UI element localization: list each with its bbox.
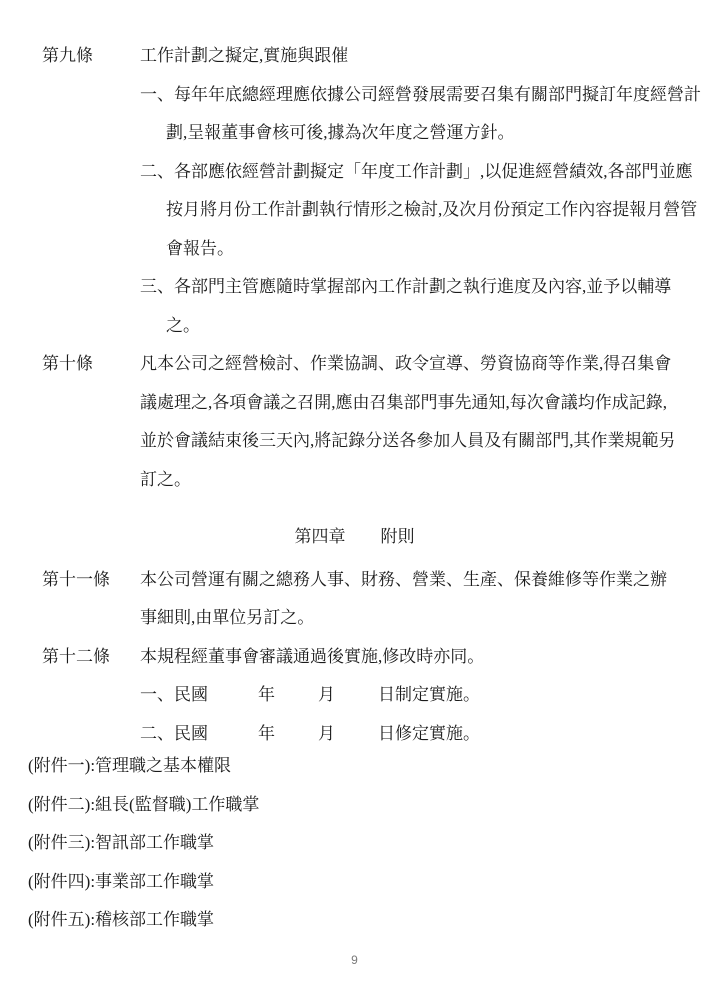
attachment-line-5: (附件五):稽核部工作職掌 [28, 910, 215, 929]
article-11-label: 第十一條 [42, 569, 110, 589]
article-9 [0, 37, 709, 76]
article-12 [0, 638, 709, 677]
attachment-line-1: (附件一):管理職之基本權限 [28, 756, 232, 775]
date-suffix: 日制定實施。 [378, 685, 480, 704]
article-9-title: 工作計劃之擬定,實施與跟催 [140, 46, 349, 65]
article-10 [0, 345, 709, 499]
date-year-label: 年 [258, 685, 275, 704]
date-suffix: 日修定實施。 [378, 723, 480, 743]
attachment-line-2: (附件二):組長(監督職)工作職掌 [28, 794, 260, 814]
chapter-title: 附則 [380, 527, 415, 546]
date-prefix: 二、民國 [140, 723, 208, 743]
article-9-item-2: 二、各部應依經營計劃擬定「年度工作計劃」,以促進經營績效,各部門並應按月將月份工作計劃執行情形之檢討,及次月份預定工作內容提報月營管會報告。 [140, 161, 698, 258]
date-year-label: 年 [258, 723, 275, 743]
date-month-label: 月 [318, 685, 335, 704]
article-11-body: 本公司營運有關之總務人事、財務、營業、生產、保養維修等作業之辦事細則,由單位另訂之。 [140, 569, 667, 627]
date-prefix: 一、民國 [140, 685, 208, 704]
page-number: 9 [351, 953, 358, 967]
attachment-line-4: (附件四):事業部工作職掌 [28, 871, 215, 891]
article-10-body: 凡本公司之經營檢討、作業協調、政令宣導、勞資協商等作業,得召集會議處理之,各項會議之召開,應由召集部門事先通知,每次會議均作成記錄,並於會議結束後三天內,將記錄分送各參加人員及有關部門,其作業規範另訂之。 [140, 354, 676, 489]
article-12-body: 本規程經董事會審議通過後實施,修改時亦同。 [140, 646, 485, 666]
article-9-item-1: 一、每年年底總經理應依據公司經營發展需要召集有關部門擬訂年度經營計劃,呈報董事會核可後,據為次年度之營運方針。 [140, 84, 701, 142]
chapter-number: 第四章 [294, 527, 346, 546]
chapter-heading [0, 518, 709, 557]
article-12-date-line-1 [140, 676, 678, 715]
article-9-label: 第九條 [42, 46, 93, 65]
article-10-label: 第十條 [42, 354, 93, 373]
article-12-label: 第十二條 [42, 646, 110, 666]
article-9-item-3: 三、各部門主管應隨時掌握部內工作計劃之執行進度及內容,並予以輔導之。 [140, 277, 672, 335]
article-11 [0, 561, 709, 638]
attachment-line-3: (附件三):智訊部工作職掌 [28, 833, 215, 852]
attachments-section [0, 747, 709, 940]
date-month-label: 月 [318, 723, 335, 743]
